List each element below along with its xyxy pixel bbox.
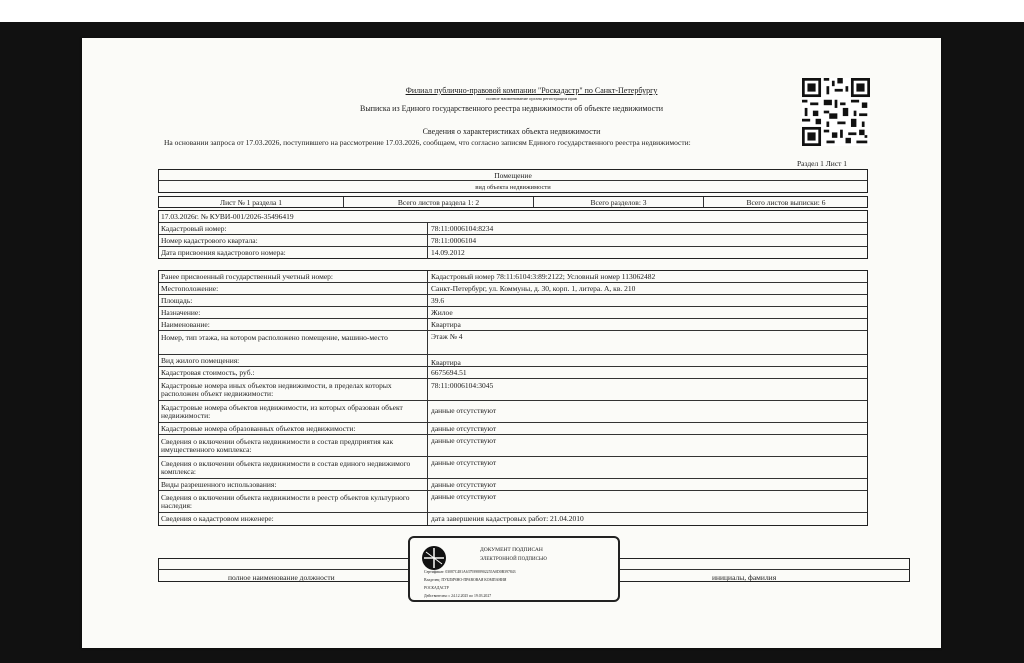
row-label: Сведения о включении объекта недвижимости в состав предприятия как имущественного комплекса: bbox=[161, 437, 394, 454]
row-value: данные отсутствуют bbox=[431, 424, 497, 433]
row-value: 14.09.2012 bbox=[431, 248, 465, 257]
sections-count: Всего разделов: 3 bbox=[590, 198, 647, 207]
row-value: 78:11:0006104:8234 bbox=[431, 224, 494, 233]
stamp-owner: Владелец: ПУБЛИЧНО-ПРАВОВАЯ КОМПАНИЯ bbox=[424, 578, 507, 582]
row-label: Площадь: bbox=[161, 296, 193, 305]
row-label: Дата присвоения кадастрового номера: bbox=[161, 248, 286, 257]
document-page bbox=[82, 38, 941, 648]
table-row bbox=[159, 319, 867, 331]
row-value: Этаж № 4 bbox=[431, 332, 463, 341]
row-value: данные отсутствуют bbox=[431, 436, 497, 445]
table-row bbox=[159, 331, 867, 355]
table-row bbox=[159, 307, 867, 319]
object-type-box bbox=[158, 169, 868, 193]
row-value: 6675694.51 bbox=[431, 368, 467, 377]
row-value: дата завершения кадастровых работ: 21.04.2010 bbox=[431, 514, 584, 523]
table-row bbox=[159, 513, 867, 526]
stamp-line1: ДОКУМЕНТ ПОДПИСАН bbox=[480, 547, 543, 553]
section-label: Раздел 1 Лист 1 bbox=[797, 159, 848, 168]
org-caption: полное наименование органа регистрации прав bbox=[486, 96, 577, 101]
table-row bbox=[159, 401, 867, 423]
row-value: данные отсутствуют bbox=[431, 492, 497, 501]
stamp-line2: ЭЛЕКТРОННОЙ ПОДПИСЬЮ bbox=[480, 557, 547, 562]
row-value: Санкт-Петербург, ул. Коммуны, д. 30, корп. 1, литера. А, кв. 210 bbox=[431, 284, 636, 293]
qr-code-icon bbox=[801, 78, 871, 146]
row-value: Квартира bbox=[431, 358, 461, 366]
row-value: Жилое bbox=[431, 308, 453, 317]
document-title: Выписка из Единого государственного реестра недвижимости об объекте недвижимости bbox=[360, 104, 663, 113]
table-row bbox=[159, 457, 867, 479]
name-caption: инициалы, фамилия bbox=[712, 573, 777, 582]
table-row bbox=[159, 223, 867, 235]
sheets-in-section: Всего листов раздела 1: 2 bbox=[397, 198, 480, 207]
row-label: Кадастровый номер: bbox=[161, 224, 227, 233]
row-value: Квартира bbox=[431, 320, 461, 329]
object-type-caption: вид объекта недвижимости bbox=[475, 184, 551, 191]
sheets-total: Всего листов выписки: 6 bbox=[746, 198, 826, 207]
main-info-box bbox=[158, 210, 868, 259]
table-row bbox=[159, 479, 867, 491]
table-row bbox=[159, 355, 867, 367]
table-row bbox=[159, 295, 867, 307]
table-row bbox=[159, 379, 867, 401]
row-label: Кадастровые номера образованных объектов недвижимости: bbox=[161, 424, 356, 433]
stamp-owner2: РОСКАДАСТР bbox=[424, 586, 449, 590]
object-type-value: Помещение bbox=[159, 170, 867, 181]
window-top-bar bbox=[0, 0, 1024, 22]
table-row bbox=[159, 435, 867, 457]
table-row bbox=[159, 235, 867, 247]
row-label: Сведения о включении объекта недвижимости в состав единого недвижимого комплекса: bbox=[161, 459, 411, 476]
rosreestr-logo-icon bbox=[420, 544, 448, 572]
request-basis: На основании запроса от 17.03.2026, поступившего на рассмотрение 17.03.2026, сообщаем, что согласно записям Единого государственного реестра недвижимости: bbox=[164, 138, 691, 147]
row-label: Номер, тип этажа, на котором расположено помещение, машино-место bbox=[161, 333, 388, 342]
e-signature-stamp bbox=[408, 536, 620, 602]
row-label: Местоположение: bbox=[161, 284, 219, 293]
row-label: Вид жилого помещения: bbox=[161, 356, 240, 365]
record-id: 17.03.2026г. № КУВИ-001/2026-35496419 bbox=[161, 212, 294, 221]
table-row bbox=[159, 283, 867, 295]
row-value: 78:11:0006104:3045 bbox=[431, 381, 494, 390]
row-value: Кадастровый номер 78:11:6104:3:89:2122; Условный номер 113062482 bbox=[431, 272, 656, 281]
row-label: Кадастровые номера иных объектов недвижимости, в пределах которых расположен объект недвижимости: bbox=[161, 381, 392, 398]
row-value: данные отсутствуют bbox=[431, 480, 497, 489]
row-label: Виды разрешенного использования: bbox=[161, 480, 277, 489]
stamp-valid: Действителен: с 24.12.2025 по 19.03.2027 bbox=[424, 594, 492, 598]
row-label: Кадастровые номера объектов недвижимости, из которых образован объект недвижимости: bbox=[161, 403, 403, 420]
document-subtitle: Сведения о характеристиках объекта недвижимости bbox=[422, 127, 601, 136]
table-row bbox=[159, 247, 867, 259]
row-label: Номер кадастрового квартала: bbox=[161, 236, 258, 245]
row-value: 78:11:0006104 bbox=[431, 236, 477, 245]
row-value: данные отсутствуют bbox=[431, 406, 497, 415]
record-id-row bbox=[159, 211, 867, 223]
table-row bbox=[159, 271, 867, 283]
row-label: Назначение: bbox=[161, 308, 201, 317]
table-row bbox=[159, 367, 867, 379]
table-row bbox=[159, 491, 867, 513]
row-label: Наименование: bbox=[161, 320, 210, 329]
row-label: Кадастровая стоимость, руб.: bbox=[161, 368, 255, 377]
sheet-number: Лист № 1 раздела 1 bbox=[220, 198, 282, 207]
table-row bbox=[159, 423, 867, 435]
stamp-cert: Сертификат: 03087C481A63793988902255A0D0B397843 bbox=[424, 570, 516, 574]
org-name: Филиал публично-правовой компании "Роскадастр" по Санкт-Петербургу bbox=[405, 86, 658, 95]
row-label: Ранее присвоенный государственный учетный номер: bbox=[161, 272, 333, 281]
row-value: данные отсутствуют bbox=[431, 458, 497, 467]
details-box bbox=[158, 270, 868, 526]
row-label: Сведения о кадастровом инженере: bbox=[161, 514, 274, 523]
row-value: 39.6 bbox=[431, 296, 445, 305]
sheet-info-box bbox=[158, 196, 868, 208]
row-label: Сведения о включении объекта недвижимости в реестр объектов культурного наследия: bbox=[161, 493, 410, 510]
position-caption: полное наименование должности bbox=[228, 573, 335, 582]
